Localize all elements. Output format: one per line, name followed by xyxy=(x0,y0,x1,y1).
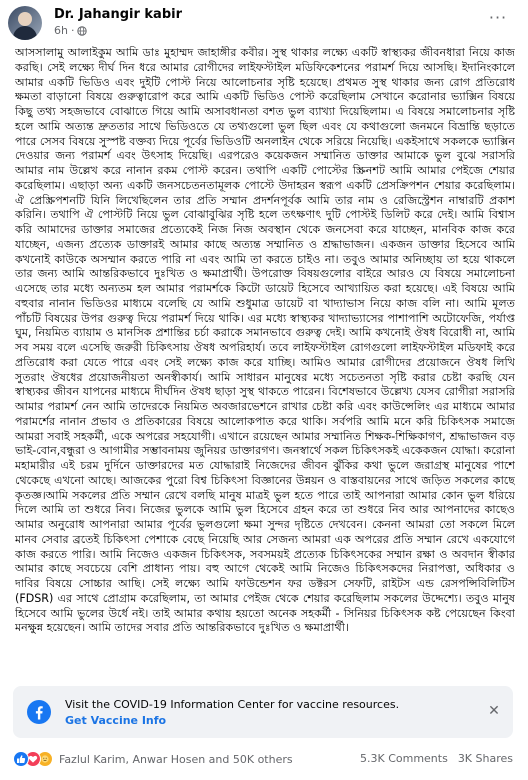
close-icon[interactable]: ✕ xyxy=(488,703,500,719)
covid-info-banner[interactable] xyxy=(13,686,513,738)
get-vaccine-info-link[interactable]: Get Vaccine Info xyxy=(65,714,167,727)
avatar[interactable] xyxy=(8,6,42,40)
separator-dot: · xyxy=(70,24,75,37)
post-body: আসসালামু আলাইকুম আমি ডাঃ মুহাম্মদ জাহাঙ্গীর কবীর। সুস্থ থাকার লক্ষ্যে একটি স্বাস্থ্যকর জীবনধারা নিয়ে কাজ করছি। সেই লক্ষ্যে দীর্ঘ দিন ধরে আমার রোগীদের লাইফস্টাইল মডিফিকেশনের পরামর্শ দিয়ে আসছি। ইদানিংকালে আমার একটি ভিডিও এবং দুইটি পোস্ট নিয়ে আলোচনার সৃষ্টি হয়েছে। প্রথমত সুস্থ থাকার জন্য রোগ প্রতিরোধ ক্ষমতা বাড়ানো বিষয়ে গুরুত্বারোপ করে আমি একটি ভিডিও পোস্ট করেছিলাম সেখানে করোনার ভ্যাক্সিন বিষয়ে কিছু তথ্য সহজভাবে বোঝাতে গিয়ে আমি অসাবধানতা বশত ভুল ব্যাখ্যা দিয়েছিলাম। এ বিষয়ে সমালোচনার সৃষ্টি হলে আমি অত্যন্ত দ্রুততার সাথে ভিডিওতে যে তথ্যগুলো ভুল ছিল এবং যে কথাগুলো জনমনে বিভ্রান্তি ছড়াতে পারে সেসব বিষয়ে সুস্পষ্ট বক্তব্য দিয়ে পূর্বের ভিডিওটি অনলাইন থেকে সরিয়ে নিয়েছি। একইসাথে সকলকে ভ্যাক্সিন দেওয়ার জন্য পরামর্শ এবং উৎসাহ দিয়েছি। এরপরেও কয়েকজন সম্মানিত ডাক্তার আমাকে ভুল বুঝে সরাসরি আমার নাম উল্লেখ করে নানান রকম পোস্ট করেন। তথাপি একটি পোস্টের স্ক্রিনশট আমি আমার পেইজে শেয়ার করেছিলাম। এছাড়া অন্য একটি জনসচেতনতামূলক পোস্টে উদাহরন স্বরূপ একটি প্রেসক্রিপশন শেয়ার করেছিলাম। ঐ প্রেস্ক্রিপশনটি যিনি লিখেছিলেন তার প্রতি সম্মান প্রদর্শনপূর্বক আমি তার নাম ও রেজিস্ট্রেশন নাম্বারটি প্রকাশ করিনি। তথাপি ঐ পোস্টটি নিয়ে ভুল বোঝাবুঝির সৃষ্টি হলে তৎক্ষণাৎ দুটি পোস্টই ডিলিট করে দেই। আমি বিশ্বাস করি আমাদের ডাক্তার সমাজের প্রত্যেকেই নিজ নিজ অবস্থান থেকে জনসেবা করে যাচ্ছেন, মানবিক কাজ করে যাচ্ছেন, এজন্য প্রত্যেক ডাক্তারই আমার কাছে অত্যন্ত সম্মানিত ও শ্রদ্ধাভাজন। একজন ডাক্তার হিসেবে আমি কখনোই কাউকে অসম্মান করতে পারি না এবং আমি তা করতে চাইও না। তবুও আমার অনিচ্ছায় তা হয়ে থাকলে তার জন্য আমি আন্তরিকভাবে দুঃখিত ও ক্ষমাপ্রার্থী। উপরোক্ত বিষয়গুলোর বাইরে আরও যে বিষয়ে সমালোচনা এসেছে তার মধ্যে অন্যতম হল আমার পরামর্শকে কিটো ডায়েট হিসেবে আখ্যায়িত করা হয়েছে। এই বিষয়ে আমি বহুবার নানান ভিডিওর মাধ্যমে বলেছি যে আমি শুধুমাত্র ডায়েট বা খাদ্যাভাস নিয়ে কাজ বলি না। আমি মূলত পাঁচটি বিষয়ের উপর গুরুত্ব দিয়ে পরামর্শ দিয়ে থাকি। এর মধ্যে স্বাস্থ্যকর খাদ্যাভ্যাসের পাশাপাশি অটোফেজি, পর্যাপ্ত ঘুম, নিয়মিত ব্যায়াম ও মানসিক প্রশান্তির চর্চা করাকে সমানভাবে গুরুত্ব দেই। আমি কখনোই ঔষধ বিরোধী না, আমি সব সময় বলে এসেছি জরুরী চিকিৎসায় ঔষধ অপরিহার্য। তবে লাইফস্টাইল রোগগুলো লাইফস্টাইল মডিফাই করে প্রতিরোধ করা যেতে পারে এবং সেই লক্ষ্যে কাজ করে যাচ্ছি। আমিও আমার রোগীদের প্রয়োজনে ঔষধ লিখি সুতরাং ঔষধের প্রয়োজনীয়তা অনস্বীকার্য। আমি সাধারন মানুষের মধ্যে সচেতনতা সৃষ্টি করার চেষ্টা করছি যেন স্বাস্থ্যকর জীবন যাপনের মাধ্যমে দীর্ঘদিন ঔষধ ছাড়া সুস্থ থাকতে পারেন। বিশেষভাবে উল্লেখ্য যেসব রোগীরা সরাসরি আমার পরামর্শ নেন আমি তাদেরকে নিয়মিত অবজারভেশনে রাখার চেষ্টা করি এবং কাউন্সেলিং এর মাধ্যমে আমার পরামর্শের নানান প্রভাব ও প্রতিকারের বিষয়ে আলোকপাত করে থাকি। সর্বপরি আমি মনে করি চিকিৎসক সমাজে আমরা সবাই সহকর্মী, একে অপরের সহযোগী। এখানে রয়েছেন আমার সম্মানিত শিক্ষক-শিক্ষিকাগণ, শ্রদ্ধাভাজন বড় ভাই-বোন,বন্ধুরা ও আগামীর সম্ভাবনাময় জুনিয়র ডাক্তারগণ। জনস্বার্থে সকল চিকিৎসকই একেকজন যোদ্ধা। করোনা মহামারীর এই চরম দুর্দিনে ডাক্তারদের মত যোদ্ধারাই নিজেদের জীবন ঝুঁকির কথা ভুলে জরাগ্রস্থ মানুষের পাশে থেকেছে এখনো আছে। আজকের পুরো বিশ্ব চিকিৎসা বিজ্ঞানের উন্নয়ন ও বাস্তবায়নের সাথে জড়িত সকলের কাছে কৃতজ্ঞ।আমি সকলের প্রতি সম্মান রেখে বলছি মানুষ মাত্রই ভুল হতে পারে তাই আপনারা আমার কোন ভুল ধরিয়ে দিলে আমি তা শুধরে নিব। নিজের ভুলকে আমি ভুল হিসেবে গ্রহন করে তা শুধরে নিব আর আপনাদের কাছেও আমার অনুরোধ আপনারা আমার পূর্বের ভুলগুলো ক্ষমা সুন্দর দৃষ্টিতে দেখবেন। কেননা আমরা তো সকলে মিলে মানব সেবার ব্রতেই চিকিৎসা পেশাকে বেছে নিয়েছি আর সেজন্য আমরা এক অপরের প্রতি সম্মান রেখে একযোগে কাজ করতে পারি। আমি নিজেও একজন চিকিৎসক, সবসময়ই প্রত্যেক চিকিৎসকের সম্মান রক্ষা ও অবদান স্বীকার আমার কাছে সবচেয়ে বেশি প্রাধান্য পায়। বহু আগে থেকেই আমি নিজেও চিকিৎসকদের নিরাপত্তা, অধিকার ও দাবির বিষয়ে সোচ্চার আছি। সেই লক্ষ্যে আমি ফাউন্ডেশন ফর ডক্টরস সেফটি, রাইটস এন্ড রেসপন্সিবিলিটিস (FDSR) এর সাথে প্রোগ্রাম করেছিলাম, তা আমার পেইজ থেকে শেয়ার করেছিলাম সকলের উদ্দেশ্যে। তবুও মানুষ হিসেবে আমি ভুলের উর্ধে নই। তাই আমার কথায় হয়তো অনেক সহকর্মী - সিনিয়র চিকিৎসক কষ্ট পেয়েছেন কিংবা মনক্ষুন্ন হয়েছেন। আমি তাদের সবার প্রতি আন্তরিকভাবে দুঃখিত ও ক্ষমাপ্রার্থী। xyxy=(15,46,515,635)
comments-count[interactable]: 5.3K Comments xyxy=(359,752,448,765)
author-name[interactable]: Dr. Jahangir kabir xyxy=(54,7,182,22)
reactors-text[interactable]: Fazlul Karim, Anwar Hosen and 50K others xyxy=(59,752,293,766)
shares-count[interactable]: 3K Shares xyxy=(457,752,513,765)
post-time[interactable]: 6h xyxy=(54,24,68,37)
post-meta xyxy=(54,24,87,37)
globe-icon xyxy=(77,26,87,36)
engagement-counts xyxy=(360,752,513,765)
more-options-icon[interactable]: ··· xyxy=(488,8,508,27)
post-footer xyxy=(13,751,513,771)
reactions-summary[interactable] xyxy=(13,751,293,767)
post-header xyxy=(8,6,508,40)
like-reaction-icon xyxy=(13,751,29,767)
facebook-logo-icon xyxy=(27,700,51,724)
covid-banner-text: Visit the COVID-19 Information Center for vaccine resources. xyxy=(65,698,400,711)
